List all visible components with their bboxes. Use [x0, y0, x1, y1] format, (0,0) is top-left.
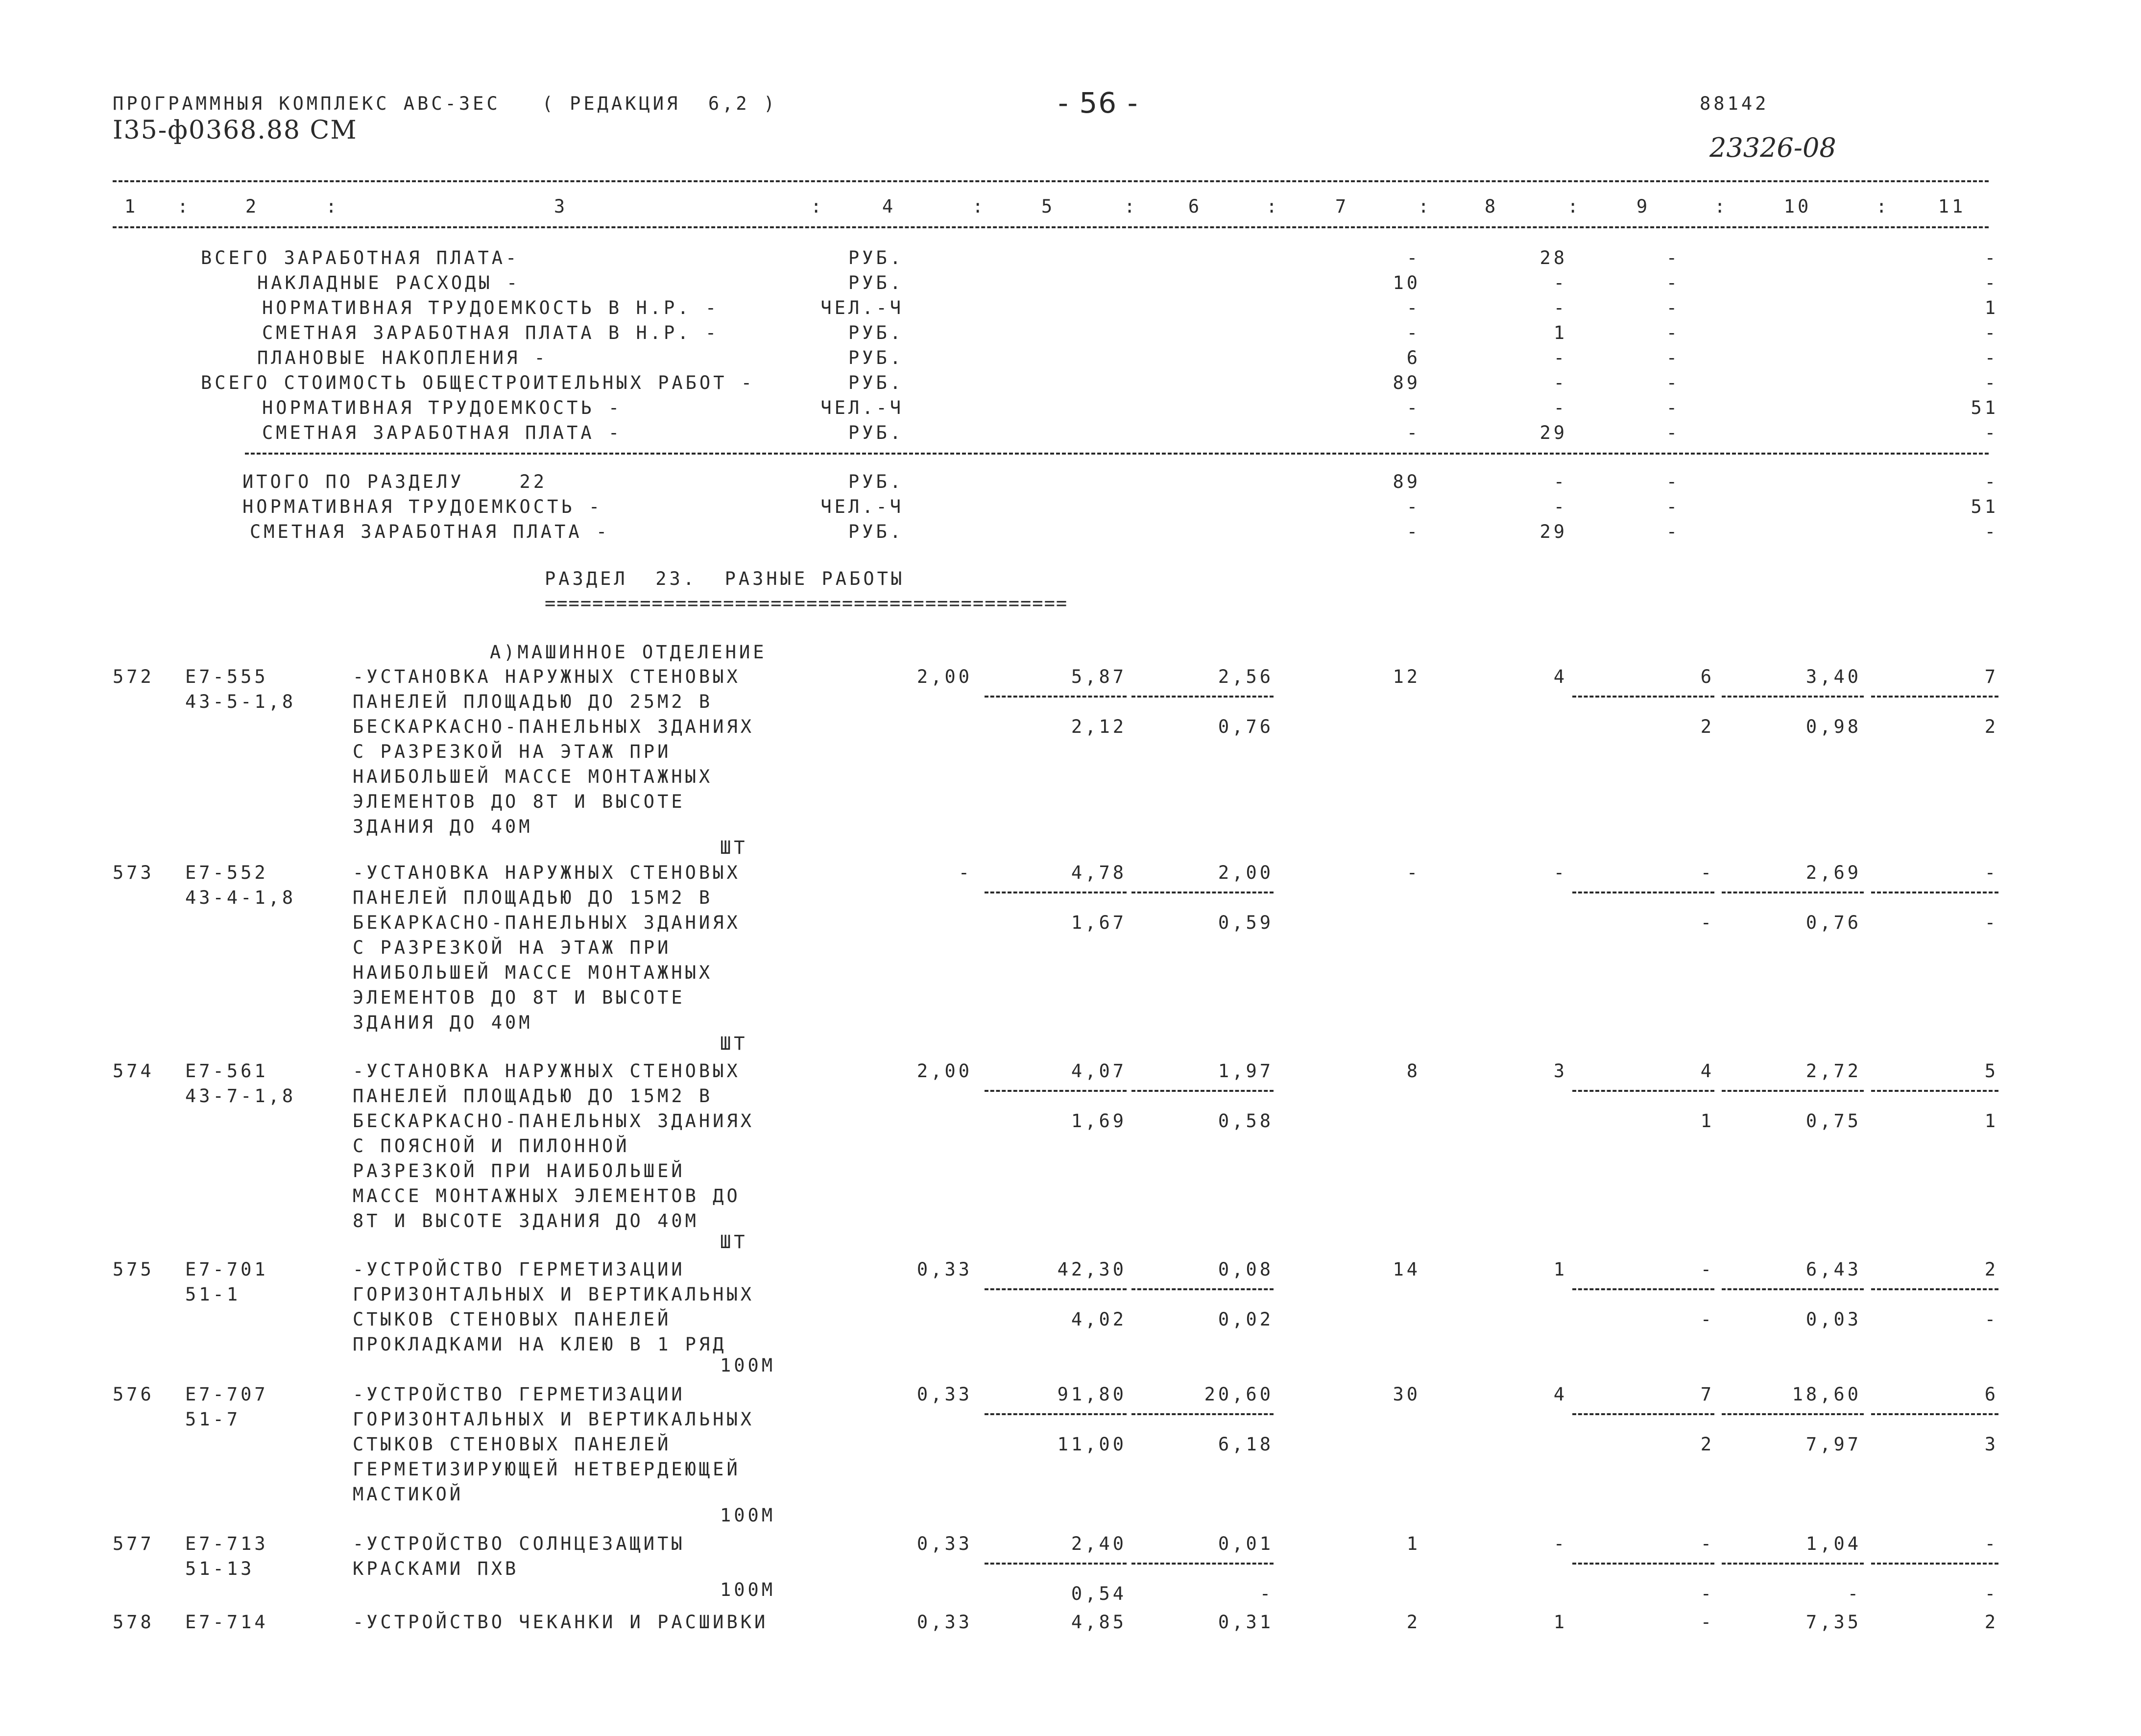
item-description-line: НАИБОЛЬШЕЙ МАССЕ МОНТАЖНЫХ [353, 766, 713, 787]
item-divider [1572, 1413, 1714, 1415]
item-col4: - [958, 862, 972, 883]
section-total-col11: 51 [1971, 496, 1998, 517]
totals-col11: - [1984, 422, 1998, 443]
item-col9-bottom: - [1700, 1309, 1714, 1330]
totals-col7: - [1406, 397, 1420, 418]
column-header-8: 8 [1484, 196, 1499, 217]
item-col7: 8 [1406, 1061, 1420, 1082]
item-col5: 4,85 [1071, 1612, 1127, 1633]
section-total-col7: 89 [1393, 471, 1420, 492]
item-col7: 2 [1406, 1612, 1420, 1633]
program-title: ПРОГРАММНЫЯ КОМПЛЕКС АВС-ЗЕС ( РЕДАКЦИЯ 6,2 ) [113, 93, 778, 114]
column-separator: : [1714, 196, 1729, 217]
item-col5: 91,80 [1057, 1384, 1127, 1405]
item-col11-bottom: - [1984, 912, 1998, 933]
item-norm-ref: 51-1 [185, 1284, 241, 1305]
item-col9-bottom: 1 [1700, 1110, 1714, 1132]
totals-label: СМЕТНАЯ ЗАРАБОТНАЯ ПЛАТА - [262, 422, 623, 443]
item-divider [1572, 696, 1714, 698]
item-col11: 5 [1984, 1061, 1998, 1082]
item-col10: 3,40 [1805, 666, 1861, 687]
section-total-col7: - [1406, 496, 1420, 517]
item-col9-bottom: - [1700, 1583, 1714, 1604]
section-total-col9: - [1666, 521, 1680, 542]
item-divider [1572, 1563, 1714, 1565]
item-col6-bottom: 0,76 [1218, 716, 1274, 737]
item-col8: - [1553, 862, 1567, 883]
item-col7: 1 [1406, 1533, 1420, 1554]
item-description-line: -УСТАНОВКА НАРУЖНЫХ СТЕНОВЫХ [353, 666, 741, 687]
totals-col8: - [1553, 397, 1567, 418]
item-description-line: СТЫКОВ СТЕНОВЫХ ПАНЕЛЕЙ [353, 1309, 672, 1330]
item-divider [985, 1288, 1127, 1290]
item-description-line: ЭЛЕМЕНТОВ ДО 8Т И ВЫСОТЕ [353, 987, 685, 1008]
totals-label: НОРМАТИВНАЯ ТРУДОЕМКОСТЬ - [262, 397, 623, 418]
item-col6-bottom: 0,02 [1218, 1309, 1274, 1330]
item-description-line: МАСТИКОЙ [353, 1484, 464, 1505]
section-total-col8: - [1553, 496, 1567, 517]
item-description-line: ЗДАНИЯ ДО 40М [353, 1012, 533, 1033]
item-divider [1131, 1090, 1274, 1092]
item-col6: 0,08 [1218, 1259, 1274, 1280]
totals-unit: РУБ. [848, 422, 904, 443]
item-col5: 42,30 [1057, 1259, 1127, 1280]
item-description-line: -УСТРОЙСТВО ГЕРМЕТИЗАЦИИ [353, 1259, 685, 1280]
column-separator: : [1124, 196, 1138, 217]
item-col4: 2,00 [916, 666, 972, 687]
item-col8: 4 [1553, 1384, 1567, 1405]
item-col9-bottom: 2 [1700, 1434, 1714, 1455]
item-unit: 100М [720, 1579, 776, 1600]
item-divider [985, 1413, 1127, 1415]
item-col7: 12 [1393, 666, 1420, 687]
totals-rule [245, 453, 1989, 455]
item-col10: 1,04 [1805, 1533, 1861, 1554]
item-col10-bottom: 0,98 [1805, 716, 1861, 737]
totals-col9: - [1666, 297, 1680, 318]
item-col4: 0,33 [916, 1259, 972, 1280]
item-unit: ШТ [720, 1033, 748, 1054]
item-code: Е7-713 [185, 1533, 268, 1554]
totals-col8: 28 [1540, 247, 1567, 268]
totals-unit: РУБ. [848, 372, 904, 393]
section-total-col9: - [1666, 471, 1680, 492]
totals-col7: - [1406, 322, 1420, 343]
column-header-3: 3 [553, 196, 568, 217]
header-rule-bottom [113, 226, 1989, 228]
item-description-line: 8Т И ВЫСОТЕ ЗДАНИЯ ДО 40М [353, 1210, 699, 1231]
item-description-line: -УСТАНОВКА НАРУЖНЫХ СТЕНОВЫХ [353, 862, 741, 883]
item-col9: - [1700, 1612, 1714, 1633]
item-description-line: БЕКАРКАСНО-ПАНЕЛЬНЫХ ЗДАНИЯХ [353, 912, 741, 933]
item-number: 577 [113, 1533, 154, 1554]
item-col6-bottom: 0,59 [1218, 912, 1274, 933]
document-code: I35-ф0368.88 СМ [113, 116, 358, 145]
item-col9: - [1700, 1533, 1714, 1554]
item-description-line: С РАЗРЕЗКОЙ НА ЭТАЖ ПРИ [353, 937, 672, 958]
item-code: Е7-561 [185, 1061, 268, 1082]
document-number: 88142 [1700, 93, 1769, 114]
section-total-unit: РУБ. [848, 471, 904, 492]
item-description-line: ГОРИЗОНТАЛЬНЫХ И ВЕРТИКАЛЬНЫХ [353, 1409, 755, 1430]
item-code: Е7-701 [185, 1259, 268, 1280]
item-divider [1722, 1413, 1864, 1415]
item-unit: 100М [720, 1355, 776, 1376]
item-col10-bottom: 0,76 [1805, 912, 1861, 933]
column-separator: : [1266, 196, 1280, 217]
item-col11: 7 [1984, 666, 1998, 687]
item-unit: 100М [720, 1505, 776, 1526]
column-header-6: 6 [1188, 196, 1203, 217]
totals-col7: 10 [1393, 272, 1420, 293]
totals-col11: - [1984, 247, 1998, 268]
totals-col8: - [1553, 372, 1567, 393]
totals-col9: - [1666, 272, 1680, 293]
item-description-line: ПАНЕЛЕЙ ПЛОЩАДЬЮ ДО 15М2 В [353, 887, 713, 908]
item-col9: 7 [1700, 1384, 1714, 1405]
item-divider [985, 696, 1127, 698]
item-norm-ref: 43-5-1,8 [185, 691, 296, 712]
item-col11: - [1984, 1533, 1998, 1554]
item-description-line: С РАЗРЕЗКОЙ НА ЭТАЖ ПРИ [353, 741, 672, 762]
item-description-line: КРАСКАМИ ПХВ [353, 1558, 519, 1579]
item-divider [1722, 1090, 1864, 1092]
item-col5: 2,40 [1071, 1533, 1127, 1554]
section-total-col7: - [1406, 521, 1420, 542]
item-description-line: ГОРИЗОНТАЛЬНЫХ И ВЕРТИКАЛЬНЫХ [353, 1284, 755, 1305]
item-col4: 0,33 [916, 1384, 972, 1405]
column-header-11: 11 [1938, 196, 1966, 217]
section-total-col11: - [1984, 521, 1998, 542]
item-norm-ref: 51-7 [185, 1409, 241, 1430]
item-col9: 6 [1700, 666, 1714, 687]
item-col9-bottom: 2 [1700, 716, 1714, 737]
item-col8: 4 [1553, 666, 1567, 687]
item-col8: - [1553, 1533, 1567, 1554]
item-col9: - [1700, 862, 1714, 883]
item-col5: 5,87 [1071, 666, 1127, 687]
totals-label: ПЛАНОВЫЕ НАКОПЛЕНИЯ - [257, 347, 548, 368]
column-header-9: 9 [1636, 196, 1651, 217]
item-divider [1131, 892, 1274, 893]
item-code: Е7-552 [185, 862, 268, 883]
item-divider [1722, 892, 1864, 893]
column-header-2: 2 [245, 196, 260, 217]
item-col11: 6 [1984, 1384, 1998, 1405]
item-col10: 6,43 [1805, 1259, 1861, 1280]
item-col6-bottom: 6,18 [1218, 1434, 1274, 1455]
totals-unit: РУБ. [848, 272, 904, 293]
section-total-col9: - [1666, 496, 1680, 517]
item-number: 572 [113, 666, 154, 687]
item-code: Е7-714 [185, 1612, 268, 1633]
column-separator: : [972, 196, 986, 217]
item-col6: 2,56 [1218, 666, 1274, 687]
totals-unit: ЧЕЛ.-Ч [820, 397, 904, 418]
totals-col9: - [1666, 347, 1680, 368]
item-col6-bottom: 0,58 [1218, 1110, 1274, 1132]
item-col8: 1 [1553, 1259, 1567, 1280]
column-header-10: 10 [1783, 196, 1812, 217]
item-description-line: -УСТРОЙСТВО ГЕРМЕТИЗАЦИИ [353, 1384, 685, 1405]
item-divider [1131, 696, 1274, 698]
item-divider [1871, 696, 1998, 698]
item-col11-bottom: - [1984, 1309, 1998, 1330]
item-divider [1131, 1413, 1274, 1415]
item-col4: 2,00 [916, 1061, 972, 1082]
totals-col7: - [1406, 422, 1420, 443]
section-total-label: НОРМАТИВНАЯ ТРУДОЕМКОСТЬ - [242, 496, 603, 517]
item-divider [1722, 696, 1864, 698]
item-col11: 2 [1984, 1612, 1998, 1633]
column-separator: : [811, 196, 825, 217]
handwritten-number: 23326-08 [1709, 132, 1836, 163]
item-col6: 2,00 [1218, 862, 1274, 883]
item-divider [1722, 1288, 1864, 1290]
totals-col11: 51 [1971, 397, 1998, 418]
item-col10: 2,69 [1805, 862, 1861, 883]
item-col10-bottom: 7,97 [1805, 1434, 1861, 1455]
totals-col8: 29 [1540, 422, 1567, 443]
totals-col9: - [1666, 397, 1680, 418]
item-col5-bottom: 2,12 [1071, 716, 1127, 737]
item-description-line: ПРОКЛАДКАМИ НА КЛЕЮ В 1 РЯД [353, 1334, 727, 1355]
item-divider [1871, 1563, 1998, 1565]
item-col7: 14 [1393, 1259, 1420, 1280]
item-col5-bottom: 1,67 [1071, 912, 1127, 933]
item-divider [1871, 892, 1998, 893]
item-divider [1572, 1090, 1714, 1092]
item-col10-bottom: - [1847, 1583, 1861, 1604]
item-col11: 2 [1984, 1259, 1998, 1280]
item-divider [1572, 1288, 1714, 1290]
item-description-line: -УСТАНОВКА НАРУЖНЫХ СТЕНОВЫХ [353, 1061, 741, 1082]
item-description-line: -УСТРОЙСТВО ЧЕКАНКИ И РАСШИВКИ [353, 1612, 769, 1633]
item-col11-bottom: 3 [1984, 1434, 1998, 1455]
section-total-label: СМЕТНАЯ ЗАРАБОТНАЯ ПЛАТА - [250, 521, 610, 542]
item-number: 574 [113, 1061, 154, 1082]
item-code: Е7-707 [185, 1384, 268, 1405]
item-col6: 0,01 [1218, 1533, 1274, 1554]
item-col5: 4,78 [1071, 862, 1127, 883]
totals-col7: - [1406, 297, 1420, 318]
item-col7: - [1406, 862, 1420, 883]
column-separator: : [1876, 196, 1890, 217]
item-description-line: ПАНЕЛЕЙ ПЛОЩАДЬЮ ДО 15М2 В [353, 1085, 713, 1107]
item-divider [985, 1090, 1127, 1092]
column-header-7: 7 [1335, 196, 1349, 217]
item-norm-ref: 43-4-1,8 [185, 887, 296, 908]
totals-col9: - [1666, 372, 1680, 393]
item-col9: 4 [1700, 1061, 1714, 1082]
item-divider [1871, 1413, 1998, 1415]
page-number: - 56 - [1058, 86, 1139, 120]
section-total-col8: 29 [1540, 521, 1567, 542]
totals-col8: 1 [1553, 322, 1567, 343]
item-col5-bottom: 11,00 [1057, 1434, 1127, 1455]
item-col5: 4,07 [1071, 1061, 1127, 1082]
item-description-line: БЕСКАРКАСНО-ПАНЕЛЬНЫХ ЗДАНИЯХ [353, 1110, 755, 1132]
item-col11-bottom: 2 [1984, 716, 1998, 737]
totals-col8: - [1553, 272, 1567, 293]
item-divider [1871, 1288, 1998, 1290]
item-divider [985, 892, 1127, 893]
item-col10-bottom: 0,75 [1805, 1110, 1861, 1132]
item-col6: 1,97 [1218, 1061, 1274, 1082]
section-total-unit: РУБ. [848, 521, 904, 542]
item-col8: 1 [1553, 1612, 1567, 1633]
item-col7: 30 [1393, 1384, 1420, 1405]
item-description-line: РАЗРЕЗКОЙ ПРИ НАИБОЛЬШЕЙ [353, 1160, 685, 1181]
totals-col8: - [1553, 347, 1567, 368]
item-description-line: СТЫКОВ СТЕНОВЫХ ПАНЕЛЕЙ [353, 1434, 672, 1455]
item-col11: - [1984, 862, 1998, 883]
item-description-line: ГЕРМЕТИЗИРУЮЩЕЙ НЕТВЕРДЕЮЩЕЙ [353, 1459, 741, 1480]
totals-unit: ЧЕЛ.-Ч [820, 297, 904, 318]
section-total-unit: ЧЕЛ.-Ч [820, 496, 904, 517]
item-col4: 0,33 [916, 1612, 972, 1633]
column-separator: : [177, 196, 192, 217]
item-description-line: С ПОЯСНОЙ И ПИЛОННОЙ [353, 1135, 630, 1157]
item-col5-bottom: 4,02 [1071, 1309, 1127, 1330]
section-total-col8: - [1553, 471, 1567, 492]
item-col6: 0,31 [1218, 1612, 1274, 1633]
totals-col11: - [1984, 347, 1998, 368]
totals-col9: - [1666, 322, 1680, 343]
item-number: 573 [113, 862, 154, 883]
item-col6: 20,60 [1204, 1384, 1274, 1405]
item-divider [1572, 892, 1714, 893]
item-col11-bottom: - [1984, 1583, 1998, 1604]
totals-col11: - [1984, 372, 1998, 393]
column-header-5: 5 [1041, 196, 1056, 217]
totals-label: ВСЕГО ЗАРАБОТНАЯ ПЛАТА- [201, 247, 520, 268]
item-unit: ШТ [720, 1231, 748, 1253]
item-description-line: ПАНЕЛЕЙ ПЛОЩАДЬЮ ДО 25М2 В [353, 691, 713, 712]
item-number: 578 [113, 1612, 154, 1633]
totals-unit: РУБ. [848, 322, 904, 343]
item-number: 576 [113, 1384, 154, 1405]
section-title: РАЗДЕЛ 23. РАЗНЫЕ РАБОТЫ [545, 568, 905, 589]
item-col8: 3 [1553, 1061, 1567, 1082]
header-rule-top [113, 180, 1989, 182]
totals-col11: - [1984, 272, 1998, 293]
totals-col8: - [1553, 297, 1567, 318]
totals-col9: - [1666, 422, 1680, 443]
totals-col11: 1 [1984, 297, 1998, 318]
column-separator: : [326, 196, 340, 217]
item-description-line: -УСТРОЙСТВО СОЛНЦЕЗАЩИТЫ [353, 1533, 685, 1554]
item-col11-bottom: 1 [1984, 1110, 1998, 1132]
item-divider [1131, 1288, 1274, 1290]
item-col5-bottom: 0,54 [1071, 1583, 1127, 1604]
item-divider [985, 1563, 1127, 1565]
totals-col7: - [1406, 247, 1420, 268]
totals-label: ВСЕГО СТОИМОСТЬ ОБЩЕСТРОИТЕЛЬНЫХ РАБОТ - [201, 372, 755, 393]
totals-col11: - [1984, 322, 1998, 343]
item-divider [1871, 1090, 1998, 1092]
item-col5-bottom: 1,69 [1071, 1110, 1127, 1132]
item-description-line: БЕСКАРКАСНО-ПАНЕЛЬНЫХ ЗДАНИЯХ [353, 716, 755, 737]
column-separator: : [1418, 196, 1432, 217]
section-total-label: ИТОГО ПО РАЗДЕЛУ 22 [242, 471, 548, 492]
item-norm-ref: 43-7-1,8 [185, 1085, 296, 1107]
item-code: Е7-555 [185, 666, 268, 687]
totals-col9: - [1666, 247, 1680, 268]
item-description-line: НАИБОЛЬШЕЙ МАССЕ МОНТАЖНЫХ [353, 962, 713, 983]
item-col10: 2,72 [1805, 1061, 1861, 1082]
item-col10: 18,60 [1792, 1384, 1861, 1405]
item-col9-bottom: - [1700, 912, 1714, 933]
item-col6-bottom: - [1259, 1583, 1274, 1604]
item-col4: 0,33 [916, 1533, 972, 1554]
totals-unit: РУБ. [848, 247, 904, 268]
item-description-line: ЭЛЕМЕНТОВ ДО 8Т И ВЫСОТЕ [353, 791, 685, 812]
item-description-line: МАССЕ МОНТАЖНЫХ ЭЛЕМЕНТОВ ДО [353, 1185, 741, 1206]
item-norm-ref: 51-13 [185, 1558, 255, 1579]
item-divider [1722, 1563, 1864, 1565]
column-separator: : [1567, 196, 1582, 217]
item-col9: - [1700, 1259, 1714, 1280]
totals-label: НАКЛАДНЫЕ РАСХОДЫ - [257, 272, 521, 293]
item-col10-bottom: 0,03 [1805, 1309, 1861, 1330]
item-unit: ШТ [720, 837, 748, 858]
totals-col7: 89 [1393, 372, 1420, 393]
item-description-line: ЗДАНИЯ ДО 40М [353, 816, 533, 837]
item-col10: 7,35 [1805, 1612, 1861, 1633]
totals-unit: РУБ. [848, 347, 904, 368]
column-header-4: 4 [882, 196, 896, 217]
totals-label: НОРМАТИВНАЯ ТРУДОЕМКОСТЬ В Н.Р. - [262, 297, 720, 318]
item-number: 575 [113, 1259, 154, 1280]
section-total-col11: - [1984, 471, 1998, 492]
section-underline: ============================================ [545, 593, 1068, 614]
totals-label: СМЕТНАЯ ЗАРАБОТНАЯ ПЛАТА В Н.Р. - [262, 322, 720, 343]
item-divider [1131, 1563, 1274, 1565]
section-subtitle: А)МАШИННОЕ ОТДЕЛЕНИЕ [490, 642, 767, 663]
totals-col7: 6 [1406, 347, 1420, 368]
column-header-1: 1 [124, 196, 139, 217]
